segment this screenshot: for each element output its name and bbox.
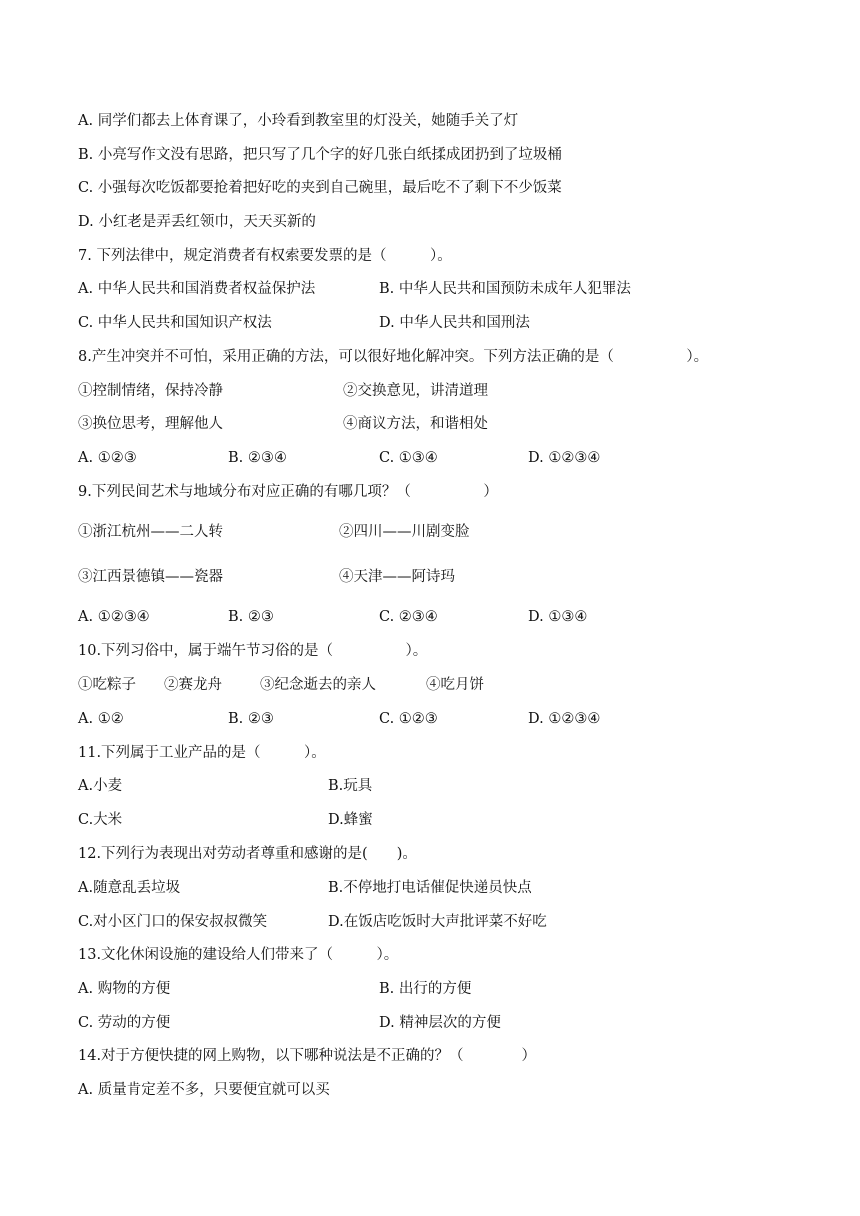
q11-option-d: D.蜂蜜: [328, 812, 373, 828]
q9-stem: 9.下列民间艺术与地域分布对应正确的有哪几项？（ ）: [78, 484, 498, 500]
q13-option-c: C. 劳动的方便: [78, 1015, 171, 1031]
q12-stem: 12.下列行为表现出对劳动者尊重和感谢的是( )。: [78, 846, 417, 862]
q8-option-b: B. ②③④: [228, 450, 287, 466]
q11-option-a: A.小麦: [78, 778, 123, 794]
q7-stem: 7. 下列法律中，规定消费者有权索要发票的是（ ）。: [78, 248, 452, 264]
q10-item-1: ①吃粽子: [78, 677, 136, 693]
q8-option-c: C. ①③④: [379, 450, 438, 466]
q11-stem: 11.下列属于工业产品的是（ ）。: [78, 745, 326, 761]
q10-option-b: B. ②③: [228, 711, 274, 727]
q7-option-d: D. 中华人民共和国刑法: [379, 315, 530, 331]
q10-option-d: D. ①②③④: [528, 711, 601, 727]
q9-option-c: C. ②③④: [379, 609, 438, 625]
q13-option-a: A. 购物的方便: [78, 981, 171, 997]
q14-option-a: A. 质量肯定差不多，只要便宜就可以买: [78, 1082, 330, 1098]
q8-option-a: A. ①②③: [78, 450, 137, 466]
q14-stem: 14.对于方便快捷的网上购物，以下哪种说法是不正确的？（ ）: [78, 1048, 537, 1064]
q7-option-b: B. 中华人民共和国预防未成年人犯罪法: [379, 281, 631, 297]
q9-item-4: ④天津——阿诗玛: [339, 569, 455, 585]
q13-option-d: D. 精神层次的方便: [379, 1015, 501, 1031]
q12-option-c: C.对小区门口的保安叔叔微笑: [78, 914, 268, 930]
q9-option-d: D. ①③④: [528, 609, 588, 625]
q10-item-2: ②赛龙舟: [164, 677, 222, 693]
q8-item-3: ③换位思考，理解他人: [78, 416, 223, 432]
q10-item-4: ④吃月饼: [426, 677, 484, 693]
q8-option-d: D. ①②③④: [528, 450, 601, 466]
q9-item-1: ①浙江杭州——二人转: [78, 524, 223, 540]
q13-stem: 13.文化休闲设施的建设给人们带来了（ ）。: [78, 947, 399, 963]
q9-item-3: ③江西景德镇——瓷器: [78, 569, 223, 585]
q12-option-b: B.不停地打电话催促快递员快点: [328, 880, 532, 896]
q9-option-a: A. ①②③④: [78, 609, 150, 625]
q11-option-b: B.玩具: [328, 778, 373, 794]
q13-option-b: B. 出行的方便: [379, 981, 472, 997]
q9-item-2: ②四川——川剧变脸: [339, 524, 470, 540]
q7-option-a: A. 中华人民共和国消费者权益保护法: [78, 281, 316, 297]
q9-option-b: B. ②③: [228, 609, 274, 625]
q6-option-b: B. 小亮写作文没有思路，把只写了几个字的好几张白纸揉成团扔到了垃圾桶: [78, 147, 562, 163]
q10-stem: 10.下列习俗中，属于端午节习俗的是（ ）。: [78, 643, 428, 659]
q12-option-d: D.在饭店吃饭时大声批评菜不好吃: [328, 914, 547, 930]
q10-option-c: C. ①②③: [379, 711, 438, 727]
q7-option-c: C. 中华人民共和国知识产权法: [78, 315, 272, 331]
q8-stem: 8.产生冲突并不可怕，采用正确的方法，可以很好地化解冲突。下列方法正确的是（ ）。: [78, 349, 709, 365]
q8-item-2: ②交换意见，讲清道理: [343, 383, 488, 399]
q6-option-d: D. 小红老是弄丢红领巾，天天买新的: [78, 214, 316, 230]
q8-item-1: ①控制情绪，保持冷静: [78, 383, 223, 399]
q11-option-c: C.大米: [78, 812, 123, 828]
q12-option-a: A.随意乱丢垃圾: [78, 880, 181, 896]
q10-item-3: ③纪念逝去的亲人: [260, 677, 376, 693]
q10-option-a: A. ①②: [78, 711, 124, 727]
q6-option-c: C. 小强每次吃饭都要抢着把好吃的夹到自己碗里，最后吃不了剩下不少饭菜: [78, 180, 562, 196]
q8-item-4: ④商议方法，和谐相处: [343, 416, 488, 432]
q6-option-a: A. 同学们都去上体育课了，小玲看到教室里的灯没关，她随手关了灯: [78, 113, 519, 129]
